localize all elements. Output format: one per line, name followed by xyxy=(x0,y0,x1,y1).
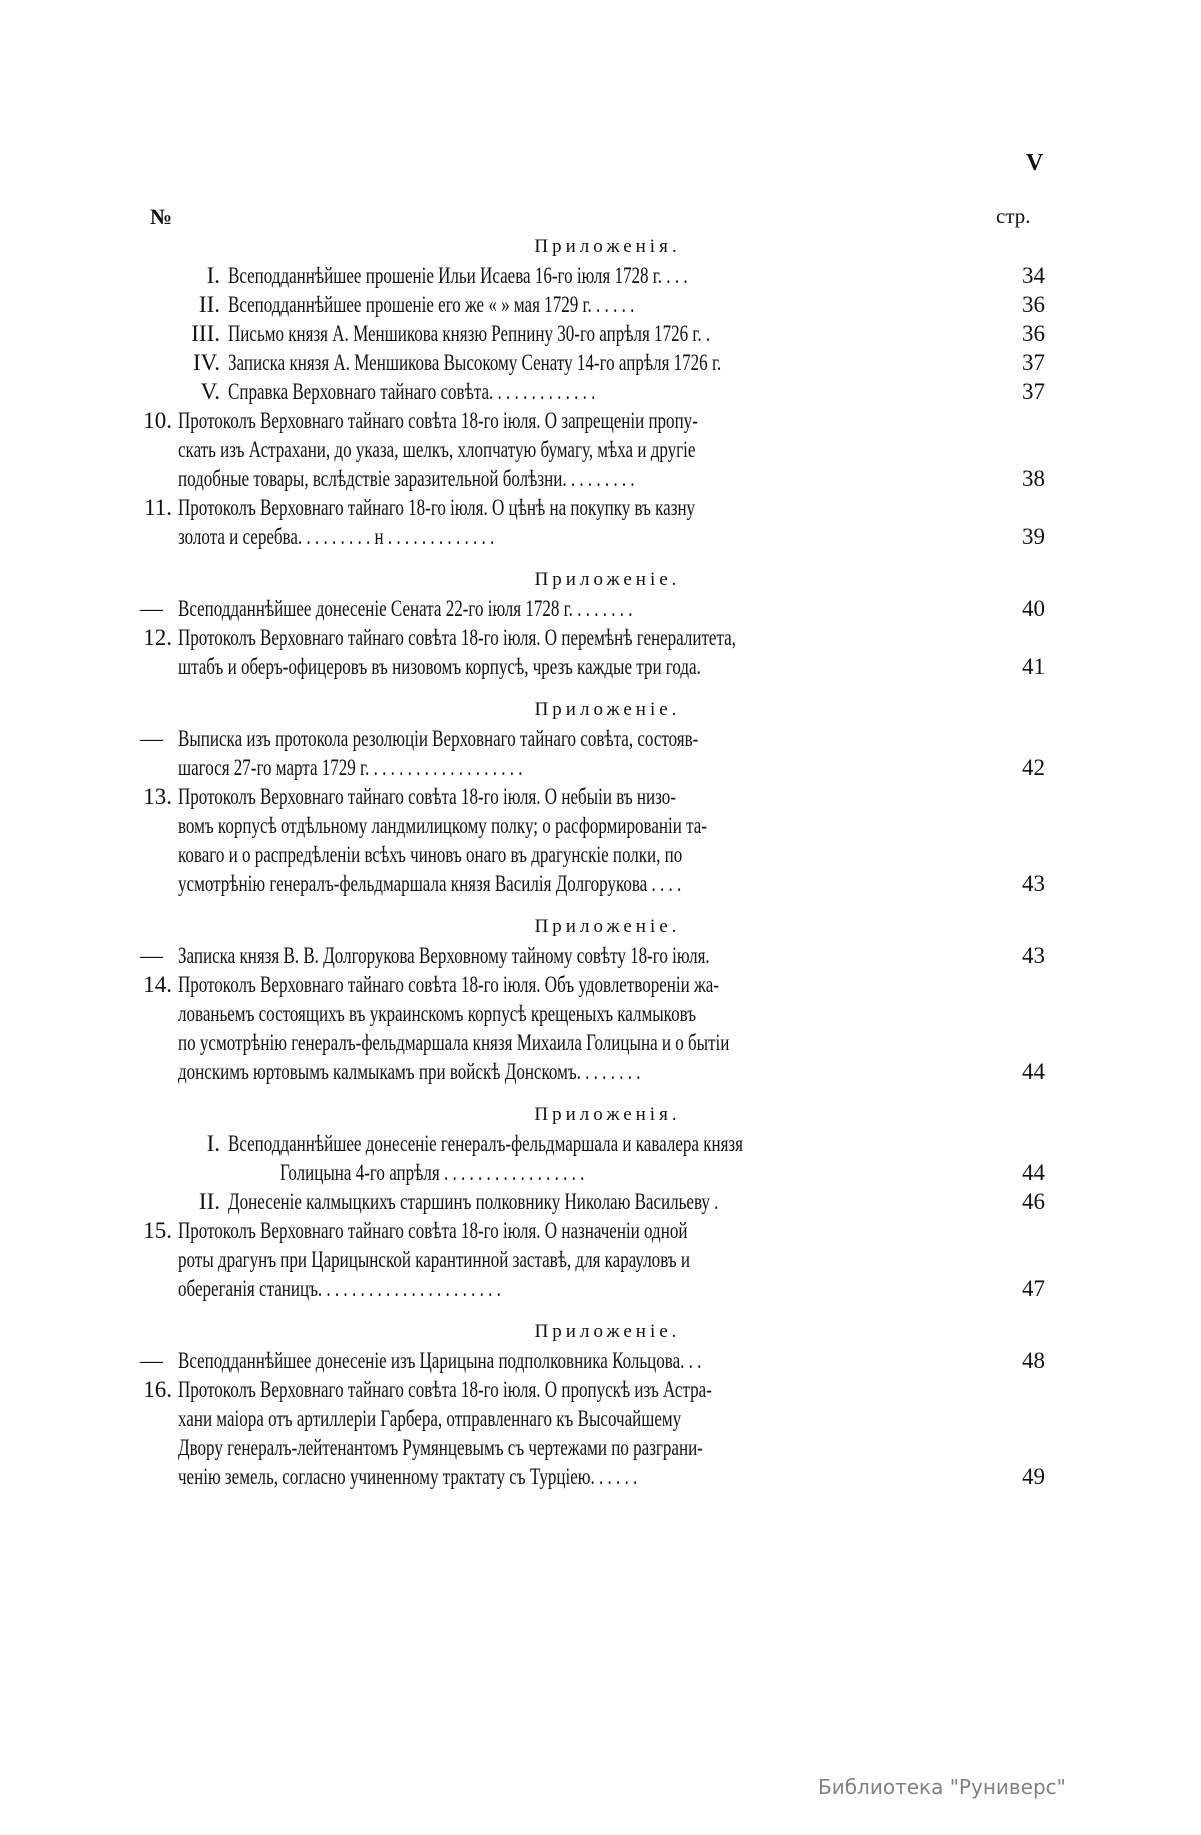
entry-text-line xyxy=(178,1433,985,1462)
entry-number: 13. xyxy=(143,784,172,809)
entry-text: шагося 27-го марта 1729 г. . . . . . . . . . . . . . . . . . . xyxy=(178,755,523,780)
entry-line xyxy=(140,594,1045,623)
entry-line xyxy=(140,406,1045,435)
entry-page-number: 38 xyxy=(1022,466,1045,491)
entry-line xyxy=(140,1375,1045,1404)
entry-text: донскимъ юртовымъ калмыкамъ при войскѣ Донскомъ. . . . . . . . xyxy=(178,1059,641,1084)
entry-text-line xyxy=(178,522,985,551)
entry-text-line xyxy=(178,652,985,681)
entry-text: хани маіора отъ артиллеріи Гарбера, отправленнаго къ Высочайшему xyxy=(178,1406,682,1431)
entry-text-line xyxy=(178,941,985,970)
entry-text-line xyxy=(178,999,985,1028)
entry-line xyxy=(140,1057,1045,1086)
entry-page-number: 47 xyxy=(1022,1276,1045,1301)
entry-text-line xyxy=(178,811,985,840)
entry-text-line xyxy=(178,464,985,493)
toc-entry[interactable] xyxy=(140,941,1045,970)
entry-page-number: 39 xyxy=(1022,524,1045,549)
entry-text: лованьемъ состоящихъ въ украинскомъ корпусѣ крещеныхъ калмыковъ xyxy=(178,1001,697,1026)
entry-page-number: 42 xyxy=(1022,755,1045,780)
entry-text-line xyxy=(178,782,985,811)
entry-line xyxy=(140,623,1045,652)
entry-line xyxy=(140,464,1045,493)
entry-text: Справка Верховнаго тайнаго совѣта. . . . . . . . . . . . . xyxy=(228,379,596,404)
entry-line xyxy=(140,1404,1045,1433)
entry-page-number: 37 xyxy=(1022,350,1045,375)
toc-entry[interactable] xyxy=(140,290,1045,319)
entry-line xyxy=(140,435,1045,464)
toc-entry[interactable] xyxy=(140,319,1045,348)
entry-line xyxy=(140,493,1045,522)
entry-text: по усмотрѣнію генералъ-фельдмаршала князя Михаила Голицына и о бытіи xyxy=(178,1030,730,1055)
section-heading: Приложеніе. xyxy=(534,569,681,590)
toc-entry[interactable] xyxy=(140,782,1045,898)
toc-entry[interactable] xyxy=(140,623,1045,681)
entry-text-line xyxy=(178,1216,985,1245)
entry-text: Протоколъ Верховнаго тайнаго совѣта 18-го іюля. О запрещеніи пропу- xyxy=(178,408,698,433)
entry-number: III. xyxy=(191,321,220,346)
entry-text-line xyxy=(178,970,985,999)
column-header-number: № xyxy=(150,204,173,229)
entry-line xyxy=(140,811,1045,840)
entry-text: Голицына 4-го апрѣля . . . . . . . . . . . . . . . . . xyxy=(280,1160,585,1185)
entry-number: II. xyxy=(198,1189,220,1214)
entry-number: — xyxy=(140,943,163,968)
entry-number: — xyxy=(140,596,163,621)
entry-page-number: 36 xyxy=(1022,292,1045,317)
entry-text-line xyxy=(228,1187,985,1216)
entry-text: скать изъ Астрахани, до указа, шелкъ, хлопчатую бумагу, мѣха и другіе xyxy=(178,437,696,462)
entry-text-line xyxy=(228,261,985,290)
entry-page-number: 44 xyxy=(1022,1059,1045,1084)
entry-text: Всеподданнѣйшее прошеніе его же « » мая 1729 г. . . . . . xyxy=(228,292,635,317)
entry-text: Всеподданнѣйшее донесеніе генералъ-фельдмаршала и кавалера князя xyxy=(228,1131,743,1156)
entry-line xyxy=(140,377,1045,406)
entry-text: Записка князя А. Меншикова Высокому Сенату 14-го апрѣля 1726 г. xyxy=(228,350,722,375)
entry-text: Протоколъ Верховнаго тайнаго 18-го іюля. О цѣнѣ на покупку въ казну xyxy=(178,495,696,520)
section-heading: Приложеніе. xyxy=(534,1321,681,1342)
entry-text: золота и серебва. . . . . . . . . н . . . . . . . . . . . . . xyxy=(178,524,495,549)
entry-text-line xyxy=(178,869,985,898)
toc-entry[interactable] xyxy=(140,261,1045,290)
entry-page-number: 46 xyxy=(1022,1189,1045,1214)
entry-text-line xyxy=(228,1158,985,1187)
entry-line xyxy=(140,1346,1045,1375)
toc-entry[interactable] xyxy=(140,1129,1045,1187)
entry-text: обереганія станицъ. . . . . . . . . . . . . . . . . . . . . . xyxy=(178,1276,501,1301)
toc-entry[interactable] xyxy=(140,594,1045,623)
entry-text: усмотрѣнію генералъ-фельдмаршала князя Василія Долгорукова . . . . xyxy=(178,871,682,896)
entry-text: роты драгунъ при Царицынской карантинной заставѣ, для карауловъ и xyxy=(178,1247,690,1272)
entry-text-line xyxy=(178,493,985,522)
entry-line xyxy=(140,522,1045,551)
toc-entry[interactable] xyxy=(140,1187,1045,1216)
entry-page-number: 40 xyxy=(1022,596,1045,621)
entry-text: Всеподданнѣйшее донесеніе изъ Царицына подполковника Кольцова. . . xyxy=(178,1348,702,1373)
entry-text: Протоколъ Верховнаго тайнаго совѣта 18-го іюля. О пропускѣ изъ Астра- xyxy=(178,1377,712,1402)
library-watermark: Библиотека "Руниверс" xyxy=(818,1775,1066,1799)
page-number: V xyxy=(1026,150,1044,176)
section-heading: Приложеніе. xyxy=(534,699,681,720)
entry-number: — xyxy=(140,726,163,751)
entry-text: Письмо князя А. Меншикова князю Репнину 30-го апрѣля 1726 г. . xyxy=(228,321,711,346)
entry-text: ченію земель, согласно учиненному трактату съ Турціею. . . . . . xyxy=(178,1464,638,1489)
entry-page-number: 41 xyxy=(1022,654,1045,679)
entry-page-number: 37 xyxy=(1022,379,1045,404)
entry-text-line xyxy=(178,1404,985,1433)
entry-page-number: 49 xyxy=(1022,1464,1045,1489)
entry-text: Протоколъ Верховнаго тайнаго совѣта 18-го іюля. О назначеніи одной xyxy=(178,1218,688,1243)
entry-text-line xyxy=(178,406,985,435)
entry-text-line xyxy=(178,623,985,652)
entry-text-line xyxy=(178,1375,985,1404)
entry-line xyxy=(140,290,1045,319)
entry-line xyxy=(140,319,1045,348)
column-header-page: стр. xyxy=(996,204,1031,228)
toc-entry[interactable] xyxy=(140,1346,1045,1375)
entry-text: Всеподданнѣйшее донесеніе Сената 22-го іюля 1728 г. . . . . . . . xyxy=(178,596,633,621)
entry-line xyxy=(140,1129,1045,1158)
entry-line xyxy=(140,261,1045,290)
entry-line xyxy=(140,1187,1045,1216)
toc-entry[interactable] xyxy=(140,1216,1045,1303)
entry-page-number: 43 xyxy=(1022,871,1045,896)
entry-number: 14. xyxy=(143,972,172,997)
entry-number: 11. xyxy=(144,495,172,520)
entry-line xyxy=(140,1028,1045,1057)
entry-text: Записка князя В. В. Долгорукова Верховному тайному совѣту 18-го іюля. xyxy=(178,943,710,968)
entry-text-line xyxy=(178,435,985,464)
entry-text-line xyxy=(178,594,985,623)
entry-text: Протоколъ Верховнаго тайнаго совѣта 18-го іюля. Объ удовлетвореніи жа- xyxy=(178,972,719,997)
entry-text: коваго и о распредѣленіи всѣхъ чиновъ онаго въ драгунскіе полки, по xyxy=(178,842,683,867)
entry-line xyxy=(140,652,1045,681)
entry-text: Протоколъ Верховнаго тайнаго совѣта 18-го іюля. О перемѣнѣ генералитета, xyxy=(178,625,736,650)
entry-text: вомъ корпусѣ отдѣльному ландмилицкому полку; о расформированіи та- xyxy=(178,813,707,838)
entry-text-line xyxy=(228,1129,985,1158)
entry-line xyxy=(140,1433,1045,1462)
section-heading: Приложенія. xyxy=(534,236,681,257)
entry-line xyxy=(140,1462,1045,1491)
entry-text-line xyxy=(178,840,985,869)
entry-text: подобные товары, вслѣдствіе заразительной болѣзни. . . . . . . . . xyxy=(178,466,635,491)
entry-text-line xyxy=(178,753,985,782)
entry-number: 15. xyxy=(143,1218,172,1243)
entry-number: V. xyxy=(200,379,220,404)
entry-text-line xyxy=(178,1346,985,1375)
entry-number: II. xyxy=(198,292,220,317)
entry-text-line xyxy=(178,1245,985,1274)
entry-text-line xyxy=(228,377,985,406)
toc-entry[interactable] xyxy=(140,970,1045,1086)
entry-text-line xyxy=(228,290,985,319)
entry-number: I. xyxy=(206,263,220,288)
entry-number: 16. xyxy=(143,1377,172,1402)
entry-number: IV. xyxy=(192,350,220,375)
entry-text-line xyxy=(178,1028,985,1057)
entry-page-number: 34 xyxy=(1022,263,1045,288)
entry-text-line xyxy=(178,1274,985,1303)
entry-line xyxy=(140,348,1045,377)
table-of-contents xyxy=(140,232,1045,1491)
entry-text-line xyxy=(178,1057,985,1086)
section-heading: Приложенія. xyxy=(534,1104,681,1125)
entry-text-line xyxy=(228,348,985,377)
entry-line xyxy=(140,869,1045,898)
entry-line xyxy=(140,1158,1045,1187)
entry-line xyxy=(140,782,1045,811)
entry-text-line xyxy=(228,319,985,348)
entry-page-number: 43 xyxy=(1022,943,1045,968)
toc-entry[interactable] xyxy=(140,493,1045,551)
section-heading: Приложеніе. xyxy=(534,916,681,937)
entry-text: Выписка изъ протокола резолюціи Верховнаго тайнаго совѣта, состояв- xyxy=(178,726,699,751)
toc-entry[interactable] xyxy=(140,348,1045,377)
entry-line xyxy=(140,753,1045,782)
toc-entry[interactable] xyxy=(140,377,1045,406)
entry-line xyxy=(140,999,1045,1028)
entry-line xyxy=(140,1216,1045,1245)
entry-page-number: 44 xyxy=(1022,1160,1045,1185)
entry-line xyxy=(140,724,1045,753)
entry-number: I. xyxy=(206,1131,220,1156)
entry-text-line xyxy=(178,724,985,753)
entry-line xyxy=(140,941,1045,970)
entry-text: Всеподданнѣйшее прошеніе Ильи Исаева 16-го іюля 1728 г. . . . xyxy=(228,263,688,288)
entry-page-number: 36 xyxy=(1022,321,1045,346)
entry-page-number: 48 xyxy=(1022,1348,1045,1373)
entry-text-line xyxy=(178,1462,985,1491)
toc-entry[interactable] xyxy=(140,406,1045,493)
entry-line xyxy=(140,1245,1045,1274)
entry-line xyxy=(140,970,1045,999)
toc-entry[interactable] xyxy=(140,724,1045,782)
entry-text: Двору генералъ-лейтенантомъ Румянцевымъ съ чертежами по разграни- xyxy=(178,1435,703,1460)
entry-text: штабъ и оберъ-офицеровъ въ низовомъ корпусѣ, чрезъ каждые три года. xyxy=(178,654,701,679)
entry-number: 10. xyxy=(143,408,172,433)
entry-text: Протоколъ Верховнаго тайнаго совѣта 18-го іюля. О небыіи въ низо- xyxy=(178,784,676,809)
toc-entry[interactable] xyxy=(140,1375,1045,1491)
entry-number: — xyxy=(140,1348,163,1373)
entry-line xyxy=(140,1274,1045,1303)
entry-text: Донесеніе калмыцкихъ старшинъ полковнику Николаю Васильеву . xyxy=(228,1189,719,1214)
entry-line xyxy=(140,840,1045,869)
entry-number: 12. xyxy=(143,625,172,650)
